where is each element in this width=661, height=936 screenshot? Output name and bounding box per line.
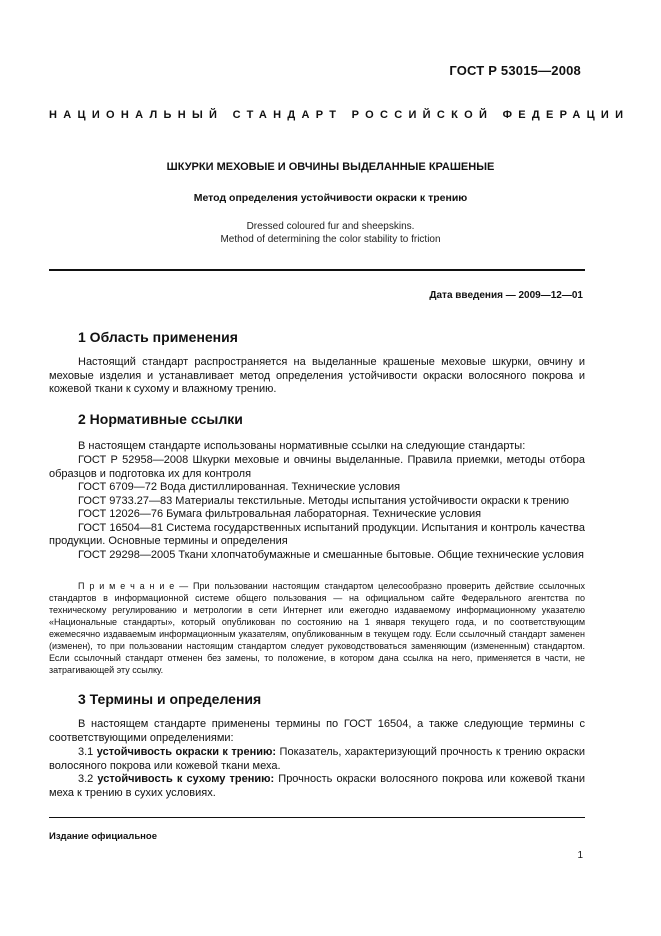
reference-item: ГОСТ 6709—72 Вода дистиллированная. Технические условия	[78, 481, 401, 493]
term-definition: Показатель, характеризующий прочность к трению окраски волосяного покрова или кожевой ткани меха.	[49, 746, 585, 772]
section-2-heading: 2 Нормативные ссылки	[78, 411, 243, 427]
header-divider	[49, 269, 585, 271]
term-number: 3.2	[78, 773, 94, 785]
section-1-text: Настоящий стандарт распространяется на выделанные крашеные меховые шкурки, овчину и меховые изделия и устанавливает метод определения устойчивости окраски волосяного покрова и кожевой ткани к сухому и влажному трению.	[49, 356, 585, 395]
term-definition: Прочность окраски волосяного покрова или кожевой ткани меха к трению в сухих условиях.	[49, 773, 585, 799]
term-3-2	[49, 773, 585, 800]
note-text: При пользовании настоящим стандартом целесообразно проверить действие ссылочных стандартов в информационной системе общего пользования — на официальном сайте Федерального агентства по техническому регулированию и метрологии в сети Интернет или ежегодно издаваемому информационному указателю «Национальные стандарты», который опубликован по состоянию на 1 января текущего года, и по соответствующим ежемесячно издаваемым информационным указателям, опубликованным в текущем году. Если ссылочный стандарт заменен (изменен), то при пользовании настоящим стандартом следует руководствоваться заменяющим (измененным) стандартом. Если ссылочный стандарт отменен без замены, то положение, в котором дана ссылка на него, применяется в части, не затрагивающей эту ссылку.	[49, 581, 585, 675]
reference-item: ГОСТ 16504—81 Система государственных испытаний продукции. Испытания и контроль качества продукции. Основные термины и определения	[49, 521, 585, 547]
page-number: 1	[577, 850, 583, 861]
note-paragraph	[49, 580, 585, 676]
normative-references-list	[49, 454, 585, 562]
document-code: ГОСТ Р 53015—2008	[449, 63, 581, 78]
term-3-1	[49, 746, 585, 773]
reference-item: ГОСТ Р 52958—2008 Шкурки меховые и овчины выделанные. Правила приемки, методы отбора образцов и подготовка их для контроля	[49, 454, 585, 480]
official-edition-label: Издание официальное	[49, 831, 157, 842]
section-2-intro: В настоящем стандарте использованы нормативные ссылки на следующие стандарты:	[78, 440, 526, 452]
term-name: устойчивость к сухому трению:	[97, 773, 275, 785]
national-standard-banner: НАЦИОНАЛЬНЫЙ СТАНДАРТ РОССИЙСКОЙ ФЕДЕРАЦИИ	[49, 109, 630, 121]
document-subtitle: Метод определения устойчивости окраски к трению	[193, 192, 468, 204]
term-name: устойчивость окраски к трению:	[96, 746, 277, 758]
document-title: ШКУРКИ МЕХОВЫЕ И ОВЧИНЫ ВЫДЕЛАННЫЕ КРАШЕНЫЕ	[166, 161, 495, 173]
term-number: 3.1	[78, 746, 94, 758]
section-3-intro: В настоящем стандарте применены термины по ГОСТ 16504, а также следующие термины с соответствующими определениями:	[49, 718, 585, 744]
english-title-line-1: Dressed coloured fur and sheepskins.	[246, 221, 415, 232]
english-title-line-2: Method of determining the color stability to friction	[220, 234, 441, 245]
note-label: П р и м е ч а н и е —	[78, 581, 189, 591]
reference-item: ГОСТ 9733.27—83 Материалы текстильные. Методы испытания устойчивости окраски к трению	[78, 494, 570, 507]
reference-item: ГОСТ 29298—2005 Ткани хлопчатобумажные и смешанные бытовые. Общие технические условия	[78, 548, 584, 561]
section-3-heading: 3 Термины и определения	[78, 691, 262, 707]
introduction-date: Дата введения — 2009—12—01	[429, 290, 583, 301]
reference-item: ГОСТ 12026—76 Бумага фильтровальная лабораторная. Технические условия	[78, 508, 482, 520]
english-title	[0, 220, 661, 246]
section-1-heading: 1 Область применения	[78, 329, 238, 345]
footer-divider	[49, 817, 585, 818]
